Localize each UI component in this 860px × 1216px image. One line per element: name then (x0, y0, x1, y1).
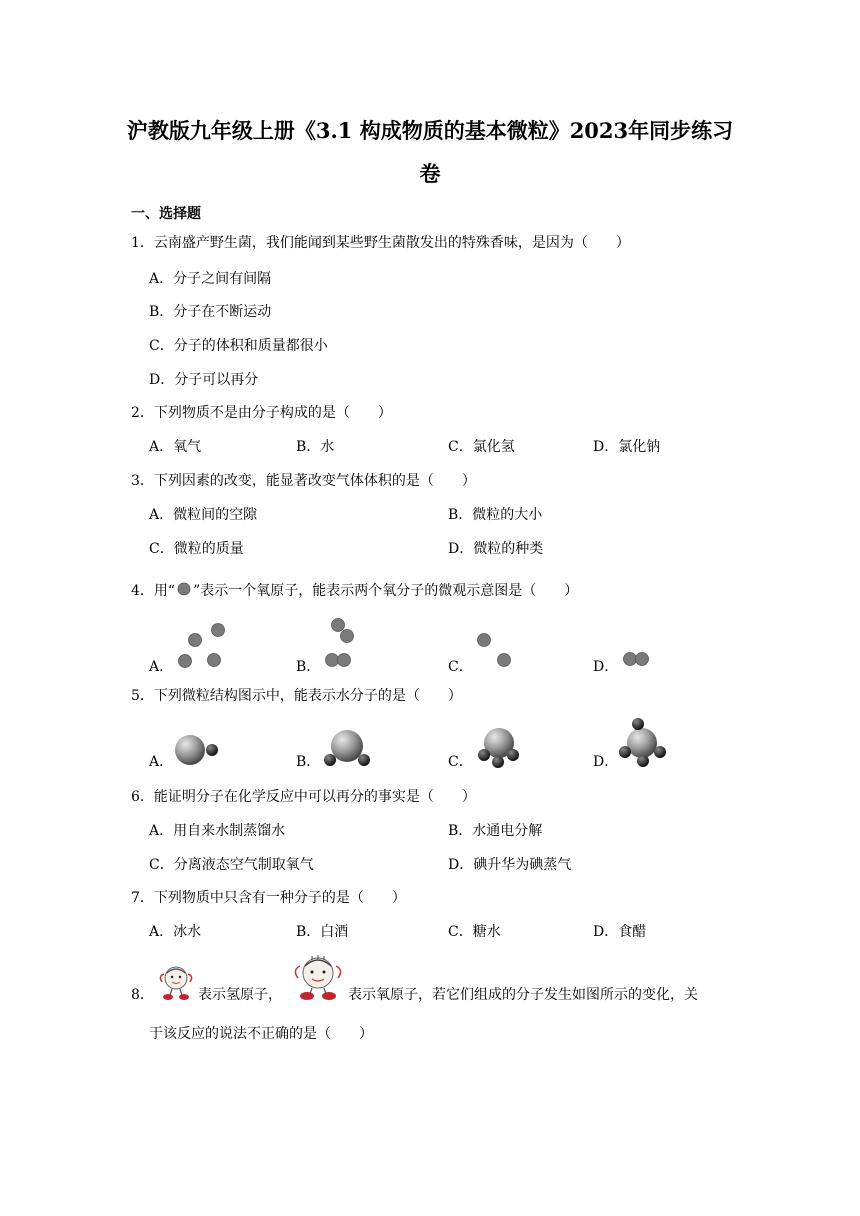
question-8-stem-line2: 于该反应的说法不正确的是（ ） (149, 1026, 373, 1042)
hydrogen-atom-cartoon-icon (156, 962, 196, 1002)
question-8-text-oxygen: 表示氧原子，若它们组成的分子发生如图所示的变化，关 (348, 987, 698, 1003)
question-3-option-b[interactable]: B．微粒的大小 (448, 507, 543, 523)
question-6-option-a[interactable]: A．用自来水制蒸馏水 (149, 823, 286, 839)
question-8-number: 8． (131, 987, 154, 1003)
question-4-figure-b (322, 616, 362, 670)
question-3-stem: 3．下列因素的改变，能显著改变气体体积的是（ ） (131, 473, 476, 489)
question-5-option-b[interactable]: B． (296, 754, 321, 770)
question-7-option-c[interactable]: C．糖水 (448, 924, 501, 940)
question-4-figure-a (176, 620, 228, 670)
question-1-stem: 1．云南盛产野生菌，我们能闻到某些野生菌散发出的特殊香味，是因为（ ） (131, 235, 630, 251)
question-1-option-b[interactable]: B．分子在不断运动 (149, 304, 272, 320)
question-4-option-a[interactable]: A． (149, 659, 174, 675)
question-7-option-b[interactable]: B．白酒 (296, 924, 349, 940)
question-5-figure-c (474, 724, 524, 770)
question-4-figure-c (472, 628, 516, 672)
question-4-stem-start: 4．用“ (131, 583, 176, 599)
oxygen-atom-icon (177, 582, 191, 596)
question-2-stem: 2．下列物质不是由分子构成的是（ ） (131, 405, 392, 421)
question-1-option-d[interactable]: D．分子可以再分 (149, 372, 259, 388)
question-5-stem: 5．下列微粒结构图示中，能表示水分子的是（ ） (131, 688, 462, 704)
question-7-option-a[interactable]: A．冰水 (149, 924, 202, 940)
question-7-option-d[interactable]: D．食醋 (593, 924, 647, 940)
question-6-option-c[interactable]: C．分离液态空气制取氧气 (149, 857, 314, 873)
question-5-figure-d (616, 714, 670, 770)
question-7-stem: 7．下列物质中只含有一种分子的是（ ） (131, 890, 406, 906)
question-4-option-b[interactable]: B． (296, 659, 321, 675)
question-3-option-a[interactable]: A．微粒间的空隙 (149, 507, 258, 523)
question-5-option-d[interactable]: D． (593, 754, 619, 770)
question-3-option-c[interactable]: C．微粒的质量 (149, 541, 244, 557)
question-1-option-c[interactable]: C．分子的体积和质量都很小 (149, 338, 328, 354)
page-title-continued: 卷 (419, 161, 441, 186)
question-5-option-a[interactable]: A． (149, 754, 174, 770)
question-2-option-b[interactable]: B．水 (296, 439, 335, 455)
question-1-option-a[interactable]: A．分子之间有间隔 (149, 271, 272, 287)
question-6-option-d[interactable]: D．碘升华为碘蒸气 (448, 857, 572, 873)
question-4-stem (131, 582, 578, 600)
question-2-option-d[interactable]: D．氯化钠 (593, 439, 661, 455)
page-title: 沪教版九年级上册《3.1 构成物质的基本微粒》2023年同步练习 (126, 118, 734, 143)
section-heading: 一、选择题 (131, 206, 201, 222)
question-5-figure-b (320, 726, 374, 770)
question-5-figure-a (172, 730, 220, 770)
question-4-option-d[interactable]: D． (593, 659, 619, 675)
question-6-stem: 6．能证明分子在化学反应中可以再分的事实是（ ） (131, 789, 476, 805)
question-3-option-d[interactable]: D．微粒的种类 (448, 541, 544, 557)
question-8-text-hydrogen: 表示氢原子， (198, 987, 282, 1003)
question-4-stem-end: ”表示一个氧原子，能表示两个氧分子的微观示意图是（ ） (193, 583, 579, 599)
oxygen-atom-cartoon-icon (290, 954, 346, 1002)
question-4-figure-d (620, 648, 654, 670)
question-2-option-a[interactable]: A．氧气 (149, 439, 202, 455)
question-5-option-c[interactable]: C． (448, 754, 473, 770)
question-6-option-b[interactable]: B．水通电分解 (448, 823, 543, 839)
question-4-option-c[interactable]: C． (448, 659, 473, 675)
question-2-option-c[interactable]: C．氯化氢 (448, 439, 515, 455)
